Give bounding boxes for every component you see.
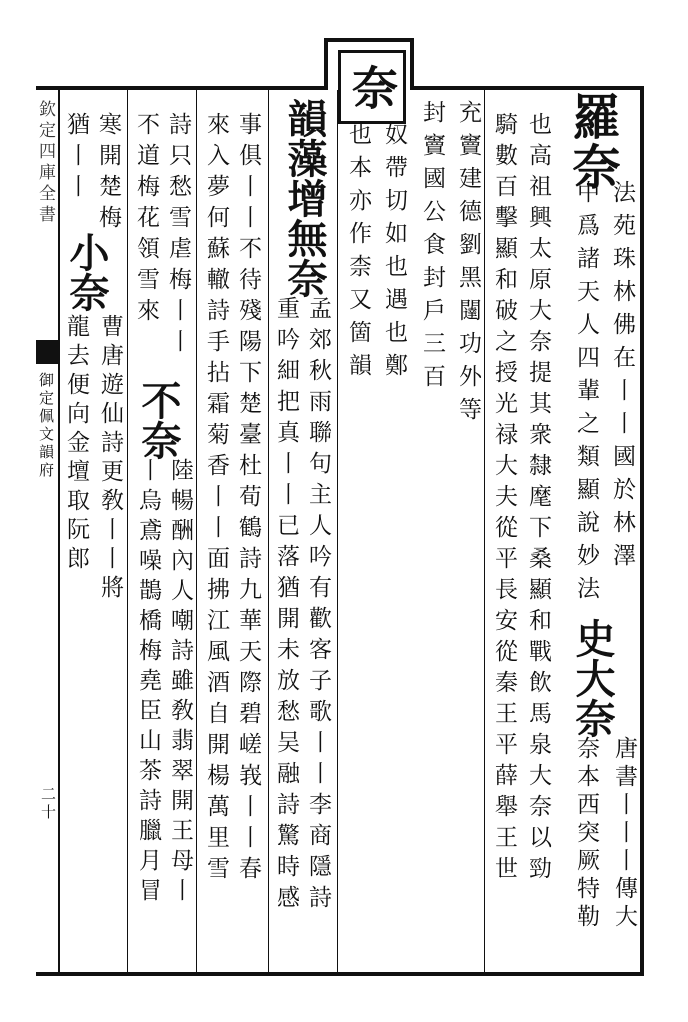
bottom-border [36,972,644,976]
head-character: 奈 [345,64,399,110]
text-column: 中爲諸天人四輩之類顯說妙法 [573,180,599,609]
top-notch-right [410,38,414,90]
text-column: 法苑珠林佛在丨丨國於林澤 [609,180,635,576]
column-divider [268,90,269,972]
text-column: 奈本西突厥特勒 [573,736,599,932]
text-column: 唐書丨丨丨傳大 [611,736,637,932]
text-column: 來入夢何蘇轍詩手拈霜菊香丨丨面拂江風酒自開楊萬里雪 [203,112,229,887]
right-border [640,86,644,976]
top-border-left [36,86,326,90]
text-column: 騎數百擊顯和破之授光禄大夫從平長安從秦王平薛舉王世 [491,112,517,887]
text-column: 孟郊秋雨聯句主人吟有歡客子歌丨丨李商隱詩 [305,296,331,916]
text-column: 陸暢酬內人嘲詩雖敎翡翠開王母丨 [167,458,193,908]
text-column: 也高祖興太原大奈提其衆隸麾下桑顯和戰飲馬泉大奈以勁 [525,112,551,887]
column-divider [127,90,128,972]
text-column: 重吟細把真丨丨已落猶開未放愁吴融詩驚時感 [273,296,299,916]
text-column: 也本亦作柰又箇韻 [345,122,371,386]
margin-side-title: 御定佩文韻府 [37,372,55,480]
head-character-box [338,50,406,124]
column-divider [337,90,338,972]
column-divider [196,90,197,972]
top-border-right [410,86,640,90]
fishtail-mark [36,340,58,364]
text-column: 猶丨丨 [63,112,89,205]
top-notch-outer [324,38,414,42]
text-column: 曹唐遊仙詩更敎丨丨將 [97,314,123,604]
text-column: 不道梅花領雪來 [133,112,159,329]
section-heading-yunzao: 韻藻增無奈 [281,98,328,298]
column-divider [484,90,485,972]
top-notch-left [324,38,328,90]
entry-head-xiaonai: 小奈 [63,232,110,312]
text-column: 丨烏鳶噪鵲橋梅堯臣山茶詩臘月冒 [135,458,161,908]
entry-head-bunai: 不奈 [135,380,182,460]
entry-head-shidanai: 史大奈 [569,618,616,738]
margin-top-label: 欽定四庫全書 [35,100,55,226]
text-column: 奴帶切如也遇也鄭 [381,122,407,386]
margin-page-number: 二十 [39,786,57,822]
text-column: 詩只愁雪虐梅丨丨 [165,112,191,360]
margin-divider [58,90,60,972]
text-column: 事俱丨丨不待殘陽下楚臺杜荀鶴詩九華天際碧嵯峩丨丨春 [235,112,261,887]
text-column: 封竇國公食封戶三百 [419,100,445,397]
text-column: 寒開楚梅 [95,112,121,236]
text-column: 充竇建德劉黑闥功外等 [455,100,481,430]
entry-head-luonai: 羅奈 [564,92,620,192]
text-column: 龍去便向金壇取阮郎 [63,314,89,575]
